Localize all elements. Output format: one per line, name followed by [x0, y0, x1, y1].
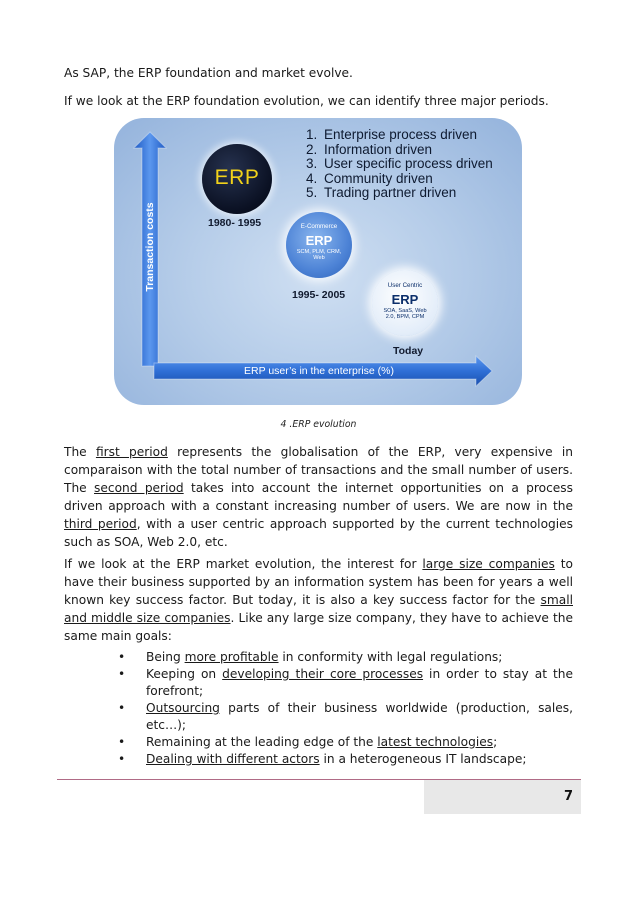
period-3-years: Today — [393, 345, 424, 357]
list-item: • Remaining at the leading edge of the latest technologies; — [118, 735, 498, 749]
list-item: • Being more profitable in conformity with legal regulations; — [118, 650, 503, 664]
list-item: • Outsourcing parts of their business worldwide (production, sales, etc…); — [118, 701, 573, 732]
erp-period-1-circle: ERP — [202, 144, 272, 214]
list-item: • Dealing with different actors in a heterogeneous IT landscape; — [118, 752, 527, 766]
paragraph-periods: The first period represents the globalisation of the ERP, very expensive in comparaison with the total number of transactions and the small number of users. The second period takes into account the internet opportunities on a process driven approach with a constant increasing number of users. We are now in the third period, with a user centric approach supported by the current technologies such as SOA, Web 2.0, etc. — [64, 445, 574, 549]
list-item: 3. User specific process driven — [306, 156, 493, 172]
footer-page-box — [424, 780, 581, 814]
erp-evolution-figure: 1. Enterprise process driven 2. Information driven 3. User specific process driven 4. Community driven 5. Trading partner driven ERP 1980- 1995 E-Commerce ERP SCM, PLM, CRM, Web 1995- 2005 User Centric ERP SOA, SaaS, Web 2.0, BPM, CPM Today Transaction costs ERP user’s in the enterprise (%) — [114, 118, 522, 405]
erp-period-3-circle: User Centric ERP SOA, SaaS, Web 2.0, BPM, CPM — [372, 270, 438, 336]
driver-list — [306, 128, 493, 201]
period-1-years: 1980- 1995 — [208, 217, 262, 229]
x-axis-label: ERP user’s in the enterprise (%) — [244, 365, 394, 377]
list-item: 2. Information driven — [306, 141, 433, 157]
period-2-years: 1995- 2005 — [292, 289, 346, 301]
page-number: 7 — [563, 789, 573, 804]
paragraph-market: If we look at the ERP market evolution, the interest for large size companies to have their business supported by an information system has been for years a well known key success factor. But today, it is also a key success factor for the small and middle size companies. Like any large size company, they have to achieve the same main goals: — [64, 557, 573, 643]
erp-period-2-circle: E-Commerce ERP SCM, PLM, CRM, Web — [286, 212, 352, 278]
figure-caption: 4 .ERP evolution — [280, 419, 357, 430]
list-item: • Keeping on developing their core processes in order to stay at the forefront; — [118, 667, 573, 698]
goals-list — [118, 649, 573, 768]
list-item: 5. Trading partner driven — [306, 185, 457, 201]
list-item: 1. Enterprise process driven — [306, 127, 478, 142]
intro-line-1: As SAP, the ERP foundation and market evolve. — [64, 66, 353, 80]
list-item: 4. Community driven — [306, 170, 433, 186]
intro-line-2: If we look at the ERP foundation evolution, we can identify three major periods. — [64, 94, 549, 108]
